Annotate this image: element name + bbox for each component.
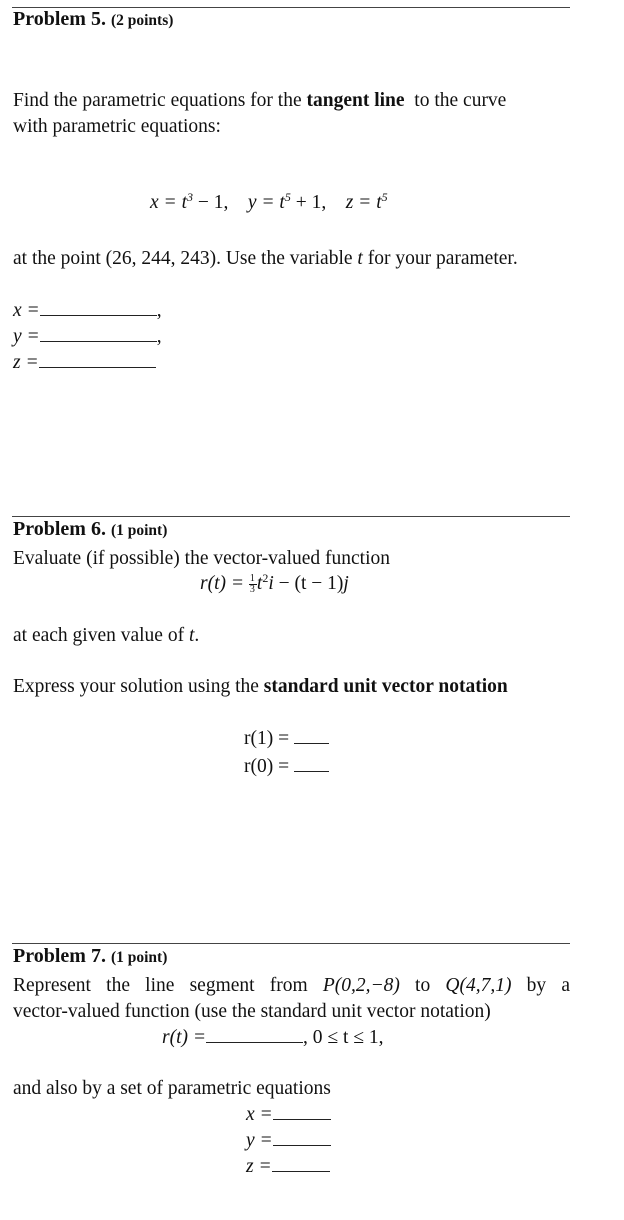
p7-z-label: z = [246,1156,272,1177]
p6-line3-a: Express your solution using the [13,676,259,697]
p7-y-answer-blank[interactable] [273,1144,331,1146]
p5-eq-y: $y = t^5 + 1$, [247,190,327,213]
p5-point-var: t [357,248,363,269]
p6-r0-answer-blank[interactable] [294,770,329,772]
p6-r0-label: r(0) = [244,756,290,777]
p6-function: r(t) = $\frac{1}{3}$ $t^2i - (t - 1)j$ [200,571,349,595]
p6-top-rule [12,516,570,517]
p7-points: (1 point) [110,949,168,966]
p5-title [13,8,173,31]
p7-title [13,945,167,968]
p7-w4: from [269,975,308,996]
p7-line3: and also by a set of parametric equations [13,1078,331,1099]
p6-answer-r0 [244,756,329,778]
p6-line2-a: at each given value of [13,625,185,646]
p5-line1-b: to the curve [414,90,507,111]
p6-points: (1 point) [110,522,168,539]
p5-y-label: y = [13,326,40,347]
p7-title-text: Problem 7. [13,945,106,967]
p5-line1-bold: tangent line [306,90,405,111]
p5-line2: with parametric equations: [13,116,221,137]
p6-line1: Evaluate (if possible) the vector-valued function [13,548,391,569]
p5-answer-x [13,300,162,322]
p7-line1 [13,975,570,997]
p5-x-comma: , [156,300,162,321]
p7-point-q: Q(4,7,1) [445,975,512,996]
p7-w0: Represent [13,975,91,996]
p7-point-p: P(0,2,−8) [322,975,400,996]
p7-rt-answer-blank[interactable] [206,1041,303,1043]
p7-answer-x [246,1104,331,1126]
p6-func-lhs: r(t) = [200,573,245,594]
p5-line1 [13,90,506,112]
p6-r1-label: r(1) = [244,728,290,749]
p7-z-answer-blank[interactable] [272,1170,330,1172]
p5-z-answer-blank[interactable] [39,366,156,368]
p6-title-text: Problem 6. [13,518,106,540]
p7-y-label: y = [246,1130,273,1151]
p7-w6: to [415,975,431,996]
p5-point-b: for your parameter. [367,248,518,269]
p5-points: (2 points) [110,12,174,29]
p7-answer-z [246,1156,330,1178]
p6-line2-var: t [188,625,195,646]
p5-y-comma: , [156,326,162,347]
p7-line2: vector-valued function (use the standard unit vector notation) [13,1001,491,1022]
p5-eq-z: $z = t^5$ [345,190,388,213]
p5-answer-z [13,352,156,374]
p6-line3 [13,676,508,698]
p6-line2-b: . [194,625,200,646]
p5-point-a: at the point (26, 244, 243). Use the variable [13,248,353,269]
p7-w9: a [561,975,570,996]
p5-equations [150,190,388,214]
p6-title [13,518,167,541]
p5-line1-a: Find the parametric equations for the [13,90,302,111]
p5-title-text: Problem 5. [13,8,106,30]
p6-fraction: $\frac{1}{3}$ [249,573,255,595]
p7-x-label: x = [246,1104,273,1125]
p5-x-label: x = [13,300,40,321]
p7-w3: segment [189,975,255,996]
p5-z-label: z = [13,352,39,373]
p6-line3-bold: standard unit vector notation [263,676,508,697]
p5-x-answer-blank[interactable] [40,314,157,316]
p7-answer-y [246,1130,331,1152]
p7-top-rule [12,943,570,944]
p6-r1-answer-blank[interactable] [294,742,329,744]
p5-answer-y [13,326,162,348]
p7-w8: by [526,975,547,996]
p5-y-answer-blank[interactable] [40,340,157,342]
p7-w1: the [106,975,130,996]
p7-rt-line [162,1027,383,1049]
p5-point-line [13,248,518,270]
p7-rt-label: r(t) = [162,1027,207,1048]
p7-rt-range: , 0 ≤ t ≤ 1, [303,1027,384,1048]
p7-x-answer-blank[interactable] [273,1118,331,1120]
p6-line2 [13,625,199,647]
p6-answer-r1 [244,728,329,750]
p5-eq-x: $x = t^3 - 1$, [150,190,229,213]
p7-w2: line [145,975,175,996]
